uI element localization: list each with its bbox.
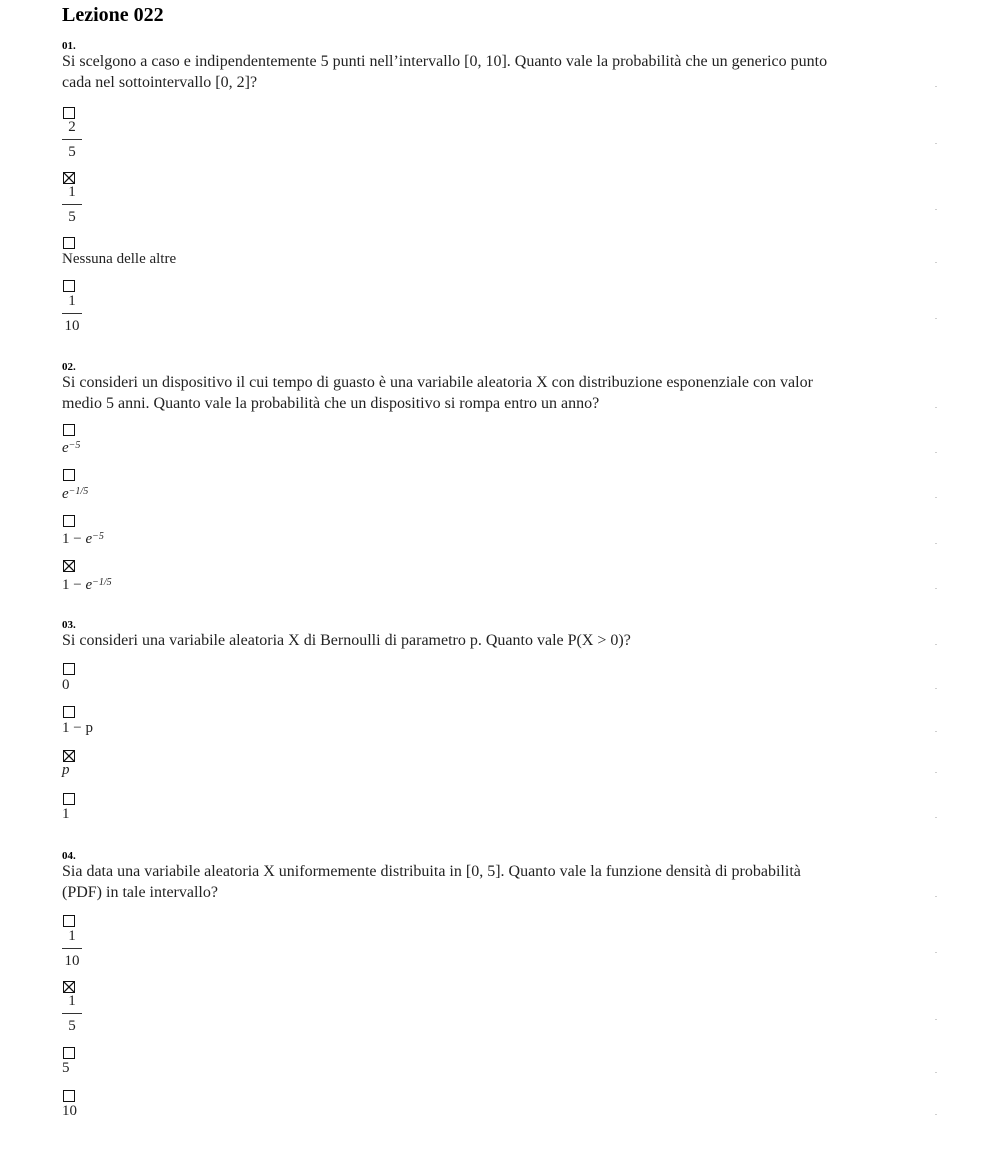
answer-checkbox[interactable] — [63, 237, 75, 249]
question-text — [62, 630, 940, 651]
fraction-numerator: 1 — [68, 993, 76, 1009]
fraction-numerator: 1 — [68, 928, 76, 944]
question-text-line: Si scelgono a caso e indipendentemente 5 punti nell’intervallo [0, 10]. Quanto vale la probabilità che un generico punto — [62, 53, 828, 70]
margin-dot — [935, 1072, 937, 1073]
fraction-numerator: 2 — [68, 119, 76, 135]
question-text-line: medio 5 anni. Quanto vale la probabilità che un dispositivo si rompa entro un anno? — [62, 395, 600, 412]
margin-dot — [935, 896, 937, 897]
question-number: 03. — [62, 619, 76, 631]
answer-checkbox[interactable] — [63, 280, 75, 292]
answer-checkbox[interactable] — [63, 793, 75, 805]
answer-text: Nessuna delle altre — [62, 251, 177, 267]
answer-expression — [62, 531, 104, 547]
answer-fraction — [62, 294, 82, 334]
expr-exponent: −5 — [68, 440, 81, 451]
expr-exponent: −5 — [92, 531, 104, 542]
question-text-line: (PDF) in tale intervallo? — [62, 884, 218, 901]
answer-text: 0 — [62, 677, 70, 693]
answer-checkbox-checked[interactable] — [63, 172, 75, 184]
expr-exponent: −1/5 — [68, 486, 89, 497]
fraction-denominator: 5 — [68, 209, 76, 225]
question-number: 01. — [62, 40, 76, 52]
margin-dot — [935, 143, 937, 144]
answer-checkbox[interactable] — [63, 915, 75, 927]
answer-checkbox[interactable] — [63, 469, 75, 481]
answer-checkbox[interactable] — [63, 1090, 75, 1102]
margin-dot — [935, 407, 937, 408]
answer-checkbox-checked[interactable] — [63, 981, 75, 993]
margin-dot — [935, 452, 937, 453]
margin-dot — [935, 262, 937, 263]
answer-checkbox[interactable] — [63, 1047, 75, 1059]
answer-text: 1 − p — [62, 720, 93, 736]
question-text-line: Si consideri una variabile aleatoria X di Bernoulli di parametro p. Quanto vale P(X > 0)? — [62, 632, 631, 649]
answer-checkbox[interactable] — [63, 706, 75, 718]
margin-dot — [935, 817, 937, 818]
margin-dot — [935, 318, 937, 319]
check-x-icon — [64, 173, 74, 183]
question-text — [62, 372, 940, 414]
answer-fraction — [62, 120, 82, 160]
check-x-icon — [64, 561, 74, 571]
answer-expression — [62, 577, 112, 593]
fraction-bar — [62, 204, 82, 205]
question-text-line: Sia data una variabile aleatoria X uniformemente distribuita in [0, 5]. Quanto vale la funzione densità di probabilità — [62, 863, 801, 880]
margin-dot — [935, 1019, 937, 1020]
answer-checkbox-checked[interactable] — [63, 750, 75, 762]
fraction-numerator: 1 — [68, 184, 76, 200]
answer-checkbox[interactable] — [63, 515, 75, 527]
margin-dot — [935, 644, 937, 645]
question-text-line: cada nel sottointervallo [0, 2]? — [62, 74, 258, 91]
fraction-bar — [62, 139, 82, 140]
fraction-bar — [62, 313, 82, 314]
margin-dot — [935, 588, 937, 589]
fraction-denominator: 5 — [68, 1018, 76, 1034]
fraction-numerator: 1 — [68, 293, 76, 309]
question-text — [62, 861, 940, 903]
margin-dot — [935, 86, 937, 87]
fraction-denominator: 10 — [64, 953, 80, 969]
answer-fraction — [62, 929, 82, 969]
expr-prefix: 1 − — [62, 531, 86, 547]
fraction-bar — [62, 1013, 82, 1014]
margin-dot — [935, 772, 937, 773]
question-number: 02. — [62, 361, 76, 373]
answer-checkbox[interactable] — [63, 663, 75, 675]
answer-fraction — [62, 994, 82, 1034]
page-title: Lezione 022 — [62, 4, 164, 26]
answer-text: 10 — [62, 1103, 77, 1119]
question-text — [62, 51, 940, 93]
expr-base: e — [85, 531, 93, 547]
margin-dot — [935, 952, 937, 953]
expr-base: e — [62, 440, 69, 456]
question-text-line: Si consideri un dispositivo il cui tempo di guasto è una variabile aleatoria X con distribuzione esponenziale con valor — [62, 374, 813, 391]
answer-fraction — [62, 185, 82, 225]
check-x-icon — [64, 751, 74, 761]
answer-checkbox[interactable] — [63, 107, 75, 119]
expr-base: e — [85, 577, 93, 593]
answer-expression — [62, 486, 88, 502]
question-number: 04. — [62, 850, 76, 862]
fraction-denominator: 10 — [64, 318, 80, 334]
margin-dot — [935, 209, 937, 210]
margin-dot — [935, 497, 937, 498]
fraction-denominator: 5 — [68, 144, 76, 160]
answer-checkbox[interactable] — [63, 424, 75, 436]
margin-dot — [935, 543, 937, 544]
margin-dot — [935, 688, 937, 689]
expr-exponent: −1/5 — [92, 577, 112, 588]
fraction-bar — [62, 948, 82, 949]
answer-text: 5 — [62, 1060, 70, 1076]
margin-dot — [935, 731, 937, 732]
expr-base: e — [62, 486, 69, 502]
margin-dot — [935, 1114, 937, 1115]
answer-expression — [62, 440, 80, 456]
answer-text: p — [62, 762, 70, 778]
expr-prefix: 1 − — [62, 577, 86, 593]
answer-text: 1 — [62, 806, 70, 822]
check-x-icon — [64, 982, 74, 992]
answer-checkbox-checked[interactable] — [63, 560, 75, 572]
